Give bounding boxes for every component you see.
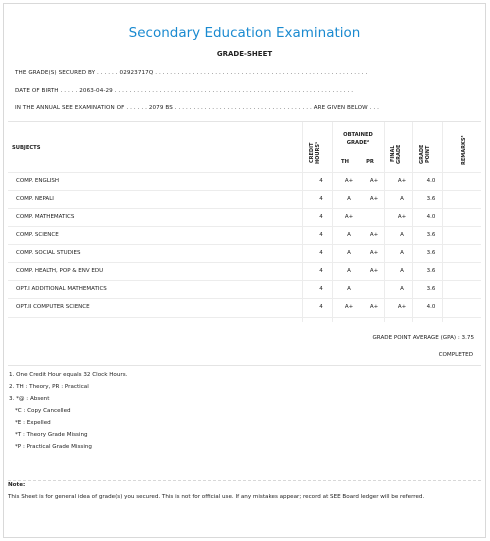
final-grade: A [400, 268, 404, 274]
grade-point: 4.0 [426, 214, 436, 220]
gpa-summary: GRADE POINT AVERAGE (GPA) : 3.75 [372, 335, 474, 341]
footnote-practical-missing: *P : Practical Grade Missing [15, 444, 92, 450]
note-text: This Sheet is for general idea of grade(s) you secured. This is not for official use. If any mistakes appear; record at SEE Board ledger will be referred. [8, 494, 425, 500]
exam-line: IN THE ANNUAL SEE EXAMINATION OF . . . . . . 2079 BS . . . . . . . . . . . . . . . . . . . . . . . . . . . . . . . . . . . . . ARE GIVEN BELOW . . . [15, 105, 380, 111]
grade-point: 3.6 [426, 196, 436, 202]
subject-name: COMP. SCIENCE [16, 232, 59, 238]
remarks-header: REMARKS³ [461, 135, 467, 165]
theory-grade: A+ [344, 214, 354, 220]
header-divider [8, 121, 481, 122]
subject-name: COMP. NEPALI [16, 196, 54, 202]
subject-name: COMP. HEALTH, POP & ENV EDU [16, 268, 104, 274]
credit-hours: 4 [319, 286, 323, 292]
theory-grade: A+ [344, 304, 354, 310]
theory-grade: A [347, 286, 351, 292]
obtained-grade-header: OBTAINED GRADE² [343, 132, 373, 146]
practical-grade: A+ [369, 178, 379, 184]
credit-hours: 4 [319, 232, 323, 238]
footnote-th-pr: 2. TH : Theory, PR : Practical [9, 384, 89, 390]
table-row [8, 244, 481, 263]
final-grade: A+ [397, 178, 407, 184]
date-of-birth-line: DATE OF BIRTH . . . . . 2063-04-29 . . . . . . . . . . . . . . . . . . . . . . . . . . . . . . . . . . . . . . . . . . . . . . . . . . . . . . . . . . . . . . . . [15, 88, 354, 94]
subject-name: COMP. SOCIAL STUDIES [16, 250, 81, 256]
theory-grade: A [347, 250, 351, 256]
page-title: Secondary Education Examination [128, 25, 361, 41]
subjects-header: SUBJECTS [12, 145, 41, 151]
table-row [8, 280, 481, 299]
note-divider [8, 480, 481, 481]
completion-status: COMPLETED [438, 352, 473, 358]
subject-name: COMP. ENGLISH [16, 178, 60, 184]
footnote-theory-missing: *T : Theory Grade Missing [15, 432, 88, 438]
table-row [8, 262, 481, 281]
theory-grade: A [347, 232, 351, 238]
final-grade: A [400, 286, 404, 292]
practical-grade: A+ [369, 304, 379, 310]
grade-point: 3.6 [426, 286, 436, 292]
footnote-credit-hour: 1. One Credit Hour equals 32 Clock Hours. [9, 372, 128, 378]
pr-header: PR [366, 159, 374, 165]
final-grade: A [400, 196, 404, 202]
grades-secured-line: THE GRADE(S) SECURED BY . . . . . . 02923717Q . . . . . . . . . . . . . . . . . . . . . . . . . . . . . . . . . . . . . . . . . . . . . . . . . . . . . . . . . [15, 70, 368, 76]
practical-grade: A+ [369, 250, 379, 256]
credit-hours: 4 [319, 196, 323, 202]
credit-hours: 4 [319, 178, 323, 184]
note-label: Note: [8, 482, 26, 488]
practical-grade: A+ [369, 196, 379, 202]
credit-hours: 4 [319, 214, 323, 220]
sheet-subtitle: GRADE-SHEET [216, 50, 273, 58]
theory-grade: A+ [344, 178, 354, 184]
table-row [8, 190, 481, 209]
footnote-expelled: *E : Expelled [15, 420, 51, 426]
th-header: TH [341, 159, 349, 165]
grade-point: 3.6 [426, 232, 436, 238]
table-row [8, 298, 481, 318]
practical-grade: A+ [369, 268, 379, 274]
table-row [8, 226, 481, 245]
final-grade: A+ [397, 304, 407, 310]
final-grade: A [400, 250, 404, 256]
subject-name: COMP. MATHEMATICS [16, 214, 75, 220]
final-grade: A+ [397, 214, 407, 220]
theory-grade: A [347, 196, 351, 202]
footnote-divider [8, 365, 481, 366]
theory-grade: A [347, 268, 351, 274]
final-grade: A [400, 232, 404, 238]
table-row [8, 208, 481, 227]
grade-point: 3.6 [426, 250, 436, 256]
practical-grade: A+ [369, 232, 379, 238]
table-row [8, 172, 481, 191]
credit-hours: 4 [319, 250, 323, 256]
subject-name: OPT.I ADDITIONAL MATHEMATICS [16, 286, 107, 292]
credit-hours: 4 [319, 304, 323, 310]
final-grade-header: FINAL GRADE [390, 144, 402, 164]
grade-point: 3.6 [426, 268, 436, 274]
footnote-copy-cancelled: *C : Copy Cancelled [15, 408, 71, 414]
credit-hours-header: CREDIT HOURS¹ [309, 141, 321, 165]
subject-name: OPT.II COMPUTER SCIENCE [16, 304, 90, 310]
grade-point: 4.0 [426, 178, 436, 184]
footnote-absent: 3. *@ : Absent [9, 396, 50, 402]
grade-point-header: GRADE POINT [419, 144, 431, 164]
credit-hours: 4 [319, 268, 323, 274]
grade-sheet [3, 3, 486, 538]
grade-point: 4.0 [426, 304, 436, 310]
